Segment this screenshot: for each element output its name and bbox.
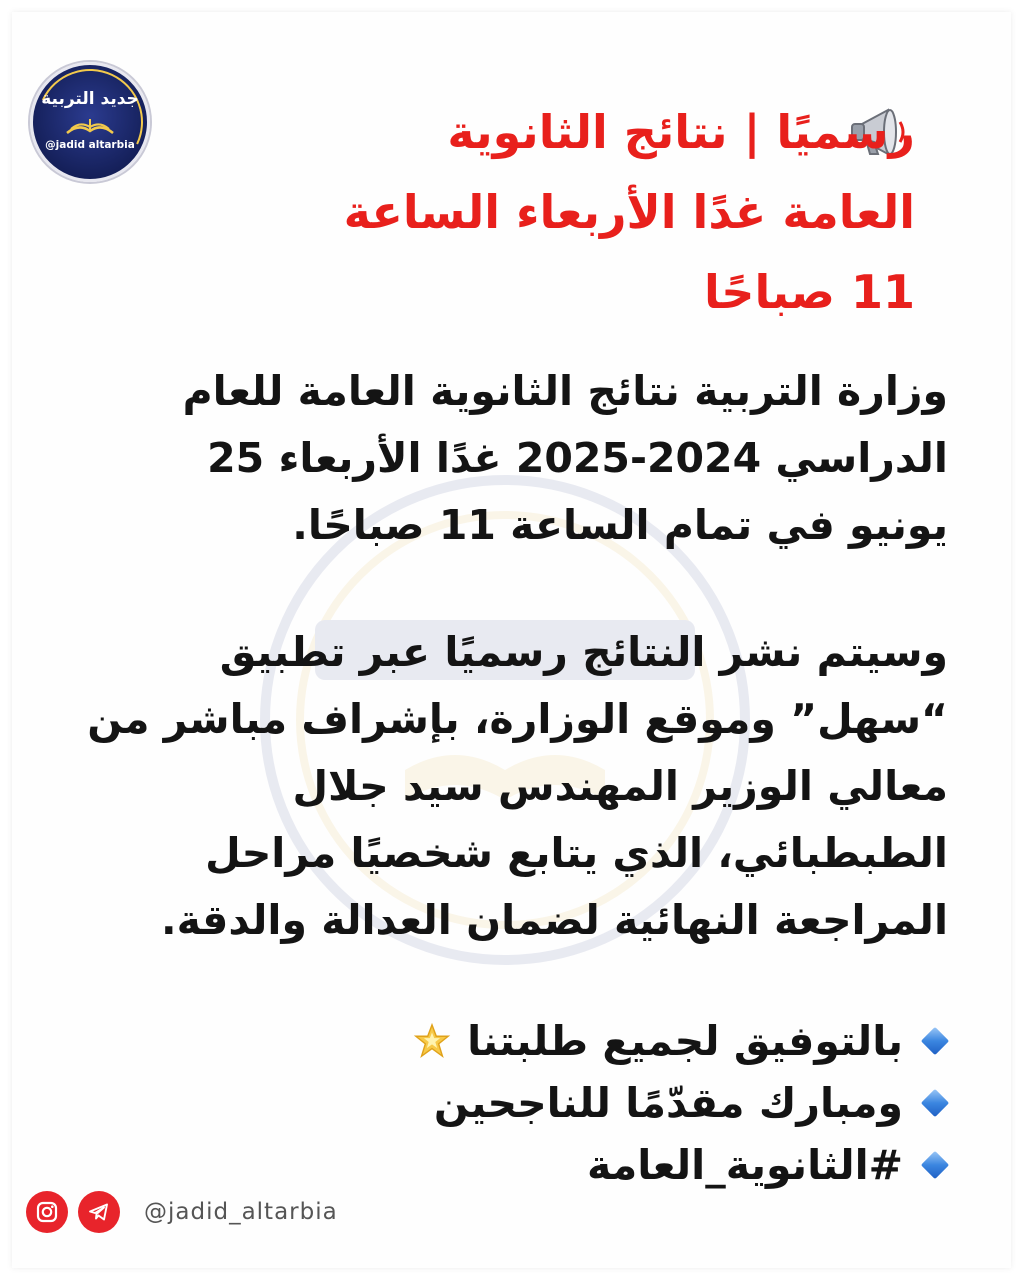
instagram-icon[interactable] xyxy=(26,1191,68,1233)
body-line: الطبطبائي، الذي يتابع شخصيًا مراحل xyxy=(205,829,948,877)
logo-handle: @jadid altarbia xyxy=(45,139,135,151)
body-line: وسيتم نشر النتائج رسميًا عبر تطبيق xyxy=(219,628,948,676)
telegram-icon[interactable] xyxy=(78,1191,120,1233)
headline xyxy=(195,92,915,332)
headline-line: العامة غدًا الأربعاء الساعة xyxy=(343,185,915,239)
open-book-icon xyxy=(65,117,115,135)
blue-diamond-icon xyxy=(921,1027,949,1055)
brand-logo xyxy=(30,62,150,182)
body-line: وزارة التربية نتائج الثانوية العامة للعام xyxy=(182,367,948,415)
blue-diamond-icon xyxy=(921,1151,949,1179)
bullet-item xyxy=(305,1010,945,1072)
footer-social xyxy=(26,1190,338,1234)
instagram-glyph-icon xyxy=(35,1200,59,1224)
body-line: يونيو في تمام الساعة 11 صباحًا. xyxy=(292,501,948,549)
body-line: المراجعة النهائية لضمان العدالة والدقة. xyxy=(161,896,948,944)
bullet-item[interactable] xyxy=(305,1134,945,1196)
bullet-text: بالتوفيق لجميع طلبتنا xyxy=(467,1017,903,1065)
bullet-list xyxy=(305,1010,945,1196)
body-line: معالي الوزير المهندس سيد جلال xyxy=(292,762,948,810)
hashtag-link[interactable]: #الثانوية_العامة xyxy=(586,1141,903,1189)
headline-line: رسميًا | نتائج الثانوية xyxy=(447,105,915,159)
announcement-body xyxy=(88,358,948,954)
bullet-item xyxy=(305,1072,945,1134)
telegram-glyph-icon xyxy=(87,1200,111,1224)
body-line: الدراسي 2024-2025 غدًا الأربعاء 25 xyxy=(207,434,948,482)
blue-diamond-icon xyxy=(921,1089,949,1117)
glowing-star-icon xyxy=(413,1022,451,1060)
headline-line: 11 صباحًا xyxy=(704,265,915,319)
bullet-text: ومبارك مقدّمًا للناجحين xyxy=(433,1079,903,1127)
account-handle[interactable]: @jadid_altarbia xyxy=(144,1199,338,1225)
body-line: “سهل” وموقع الوزارة، بإشراف مباشر من xyxy=(87,695,948,743)
paragraph-gap xyxy=(88,559,948,619)
logo-title: جديد التربية xyxy=(41,89,139,109)
